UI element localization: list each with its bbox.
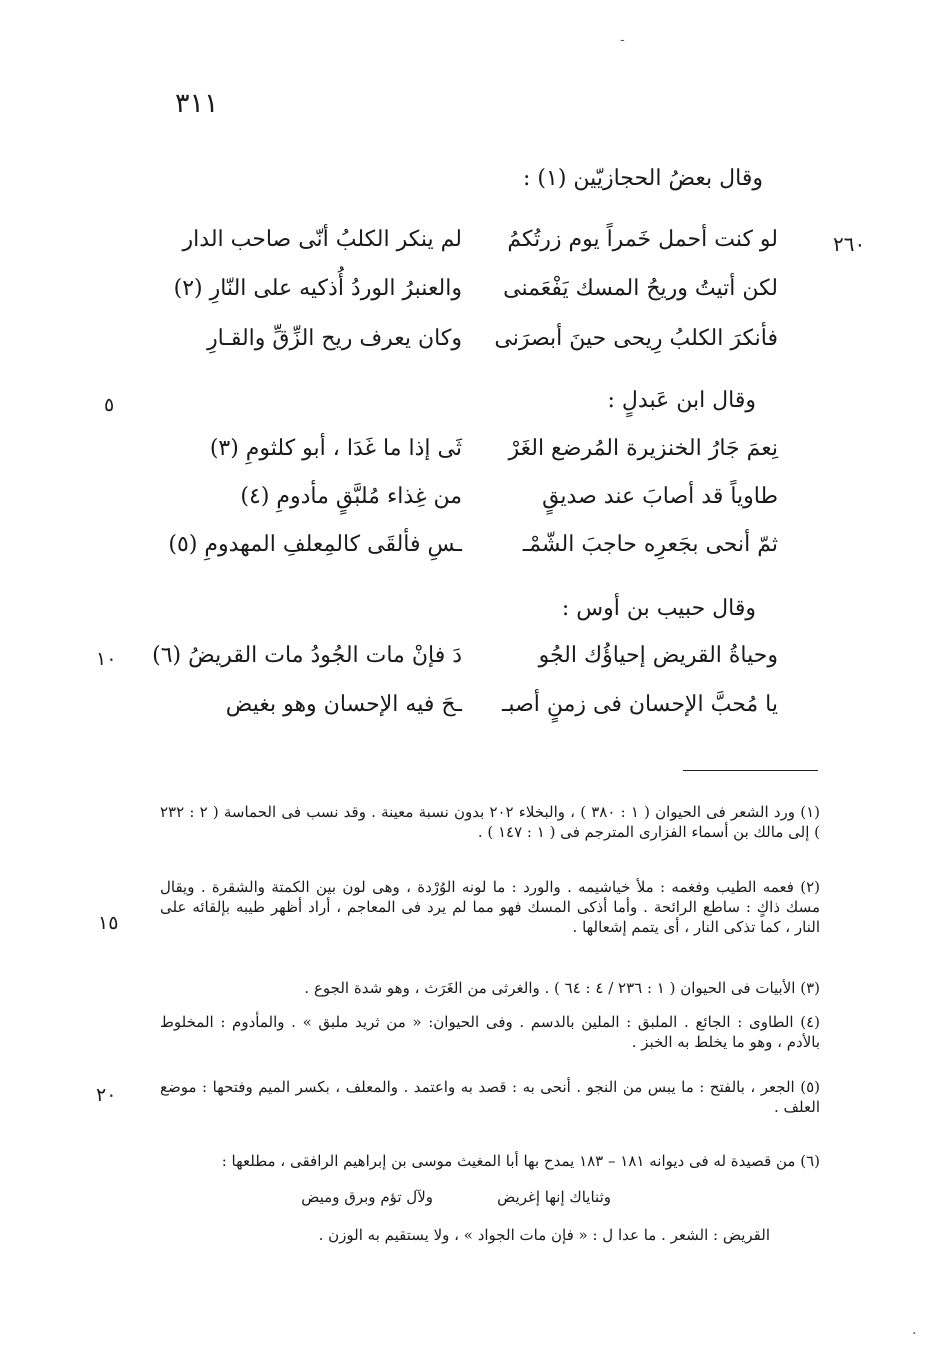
footnote-5: (٥) الجعر ، بالفتح : ما يبس من النجو . أنحى به : قصد به واعتمد . والمعلف ، بكسر الميم وفتحها : موضع العلف .	[160, 1078, 820, 1116]
verse-hemistich-left: ـسِ فألقَى كالمِعلفِ المهدومِ (٥)	[168, 532, 462, 557]
print-speck: .	[912, 1322, 917, 1338]
print-speck: -	[620, 32, 625, 48]
line-marker: ١٠	[96, 648, 117, 670]
footnote-separator	[683, 770, 818, 771]
section-heading-2: وقال ابن عَبدلٍ :	[607, 388, 756, 413]
verse-hemistich-left: والعنبرُ الوردُ أُذكيه على النّارِ (٢)	[173, 276, 462, 301]
verse-hemistich-right: يا مُحبَّ الإحسان فى زمنٍ أصبـ	[501, 692, 778, 717]
footnote-6-tail: القريض : الشعر . ما عدا ل : « فإن مات الجواد » ، ولا يستقيم به الوزن .	[318, 1226, 770, 1244]
page-number: ٣١١	[175, 88, 219, 119]
verse-hemistich-left: ـحَ فيه الإحسان وهو بغيض	[225, 692, 462, 717]
verse-hemistich-right: طاوياً قد أصابَ عند صديقٍ	[542, 484, 778, 509]
section-heading-1: وقال بعضُ الحجازيّين (١) :	[523, 166, 763, 191]
footnote-1: (١) ورد الشعر فى الحيوان ( ١ : ٣٨٠ ) ، والبخلاء ٢٠٢ بدون نسبة معينة . وقد نسب فى الحماسة ( ٢ : ٢٣٢ ) إلى مالك بن أسماء الفزارى المترجم فى ( ١ : ١٤٧ ) .	[160, 803, 820, 841]
verse-number: ٢٦٠	[833, 232, 866, 256]
verse-hemistich-left: دَ فإنْ مات الجُودُ مات القريضُ (٦)	[152, 643, 462, 668]
verse-hemistich-right: فأنكرَ الكلبُ رِيحى حينَ أبصرَنى	[494, 326, 778, 351]
verse-hemistich-left: ثَى إذا ما غَدَا ، أبو كلثومِ (٣)	[209, 436, 462, 461]
footnote-2: (٢) فعمه الطيب وفغمه : ملأ خياشيمه . والورد : ما لونه الوُرْدة ، وهى لون بين الكمتة والشقرة . ويقال مسك ذاكٍ : ساطع الرائحة . وأما أذكى المسك فهو مما لم يرد فى المعاجم ، أراد أظهر طيبه بإلقائه على النار ، كما تذكى النار ، أى يتمم إشعالها .	[160, 878, 820, 936]
verse-hemistich-left: من غِذاء مُلبَّقٍ مأدومِ (٤)	[240, 484, 462, 509]
line-marker: ١٥	[98, 912, 119, 934]
verse-hemistich-left: لم ينكر الكلبُ أنّى صاحب الدار	[182, 227, 462, 252]
footnote-6-verse-left: ولآل تؤم وبرق وميض	[301, 1188, 433, 1206]
section-heading-3: وقال حبيب بن أوس :	[561, 596, 756, 621]
verse-hemistich-right: لكن أتيتُ وريحُ المسك يَفْعَمنى	[503, 276, 778, 301]
footnote-6: (٦) من قصيدة له فى ديوانه ١٨١ – ١٨٣ يمدح بها أبا المغيث موسى بن إبراهيم الرافقى ، مطلعها :	[221, 1152, 820, 1170]
footnote-6-verse-right: وثناياك إنها إغريض	[497, 1188, 611, 1206]
verse-hemistich-right: ثمّ أنحى بجَعرِه حاجبَ الشّمْـ	[522, 532, 778, 557]
footnote-4: (٤) الطاوى : الجائع . الملبق : الملين بالدسم . وفى الحيوان: « من ثريد ملبق » . والمأدوم : المخلوط بالأدم ، وهو ما يخلط به الخبز .	[160, 1013, 820, 1051]
verse-hemistich-right: وحياةُ القريض إحياؤُك الجُو	[538, 643, 778, 668]
footnote-3: (٣) الأبيات فى الحيوان ( ١ : ٢٣٦ / ٤ : ٦٤ ) . والغرثى من الغَرَث ، وهو شدة الجوع .	[304, 979, 820, 997]
line-marker: ٢٠	[96, 1084, 117, 1106]
verse-hemistich-left: وكان يعرف ريح الزِّقِّ والقـارِ	[207, 326, 462, 351]
line-marker: ٥	[104, 394, 115, 416]
verse-hemistich-right: لو كنت أحمل خَمراً يوم زرتُكمُ	[507, 227, 778, 252]
verse-hemistich-right: نِعمَ جَارُ الخنزيرة المُرضع الغَرْ	[508, 436, 778, 461]
